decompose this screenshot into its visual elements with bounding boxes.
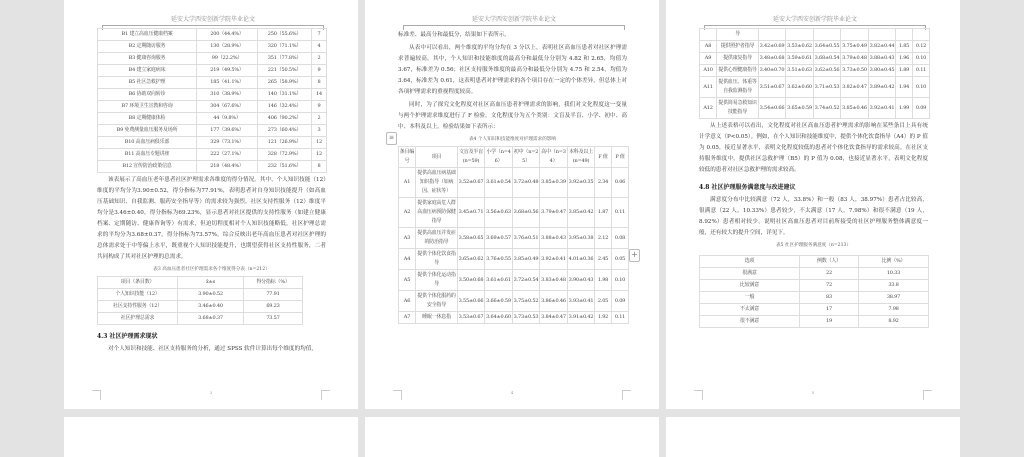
table-cell: 0.06 [612,168,629,198]
column-header: P 值 [612,147,629,168]
table-cell: 3.79±0.47 [540,198,568,228]
table-row [98,125,327,137]
table-cell: 3.75±0.49 [841,41,869,53]
table-cell: 3.68±0.54 [814,53,841,65]
table-cell: 很满意 [700,268,800,280]
table-cell: 73.57 [244,313,303,325]
table-cell: 0.12 [913,41,930,53]
column-header: 小学（n=46） [485,147,513,168]
table-row [700,65,930,77]
table-cell: B7 环境卫生宣教和咨询 [98,101,197,113]
table-cell: 0.10 [913,77,930,98]
table-cell: B2 定期随访服务 [98,41,197,53]
add-row-plus-icon[interactable]: + [629,249,640,262]
table-row [700,77,930,98]
table-row [700,316,929,328]
document-page-5 [666,0,960,409]
table-row [700,280,929,292]
table-cell: 3.64±0.55 [814,41,841,53]
table-cell: 329（73.1%） [197,137,258,149]
table-cell: 3.84±0.47 [540,312,568,324]
section-heading: 4.8 社区护理服务满意度与改进建议 [699,184,796,191]
table-cell: 99（22.2%） [197,53,258,65]
table-row [98,113,327,125]
table-cell: 提供康复指导 [717,53,759,65]
page-content [699,28,928,328]
table-cell: 个人知识技能（12） [98,289,178,301]
table-cell: 3.65±0.59 [786,98,814,119]
page-number: 3 [209,390,213,395]
body-paragraph: 同时，为了探究文化程度对社区高血压患者护理需求的影响，我们对文化程度这一变量与两个护理需求维度进行了 F 检验。文化程度分为五个类别：文盲及半盲、小学、初中、高中、本科及以上。检验结果如下表所示： [398,102,627,130]
table-cell: A8 [700,41,717,53]
table-cell: 0.10 [612,270,629,291]
table-row [700,41,930,53]
dimension-score-table [97,276,303,325]
table-cell: 3.80±0.45 [869,65,896,77]
table-cell: 22 [800,268,859,280]
table-cell: 3.51±0.63 [786,65,814,77]
table-cell: 7 [312,29,327,41]
table-cell: A5 [399,270,416,291]
need-items-table [97,28,327,173]
table-row [399,270,629,291]
table-cell: 导 [717,29,759,41]
table-cell: 1.99 [896,98,913,119]
table-cell: 3.56±0.63 [485,198,513,228]
table-cell: 提供个体化运动指导 [416,270,458,291]
table-cell: 351（77.8%） [258,53,312,65]
table-cell: 3.68±0.56 [513,198,540,228]
table-cell: 3.76±0.55 [485,249,513,270]
table-cell: 提供简易急救知识技能指导 [717,98,759,119]
table-cell: 提供个体化饮食指导 [416,249,458,270]
table-cell: 328（72.9%） [258,149,312,161]
table-cell: 4 [312,41,327,53]
table-cell: 221（50.5%） [258,65,312,77]
column-header: 比例（%） [859,256,929,268]
table-cell: 提供个体化服药的安全指导 [416,291,458,312]
table-cell: 310（38.9%） [197,89,258,101]
satisfaction-table [699,255,929,328]
table-row [98,89,327,101]
table-cell: 3.48±0.68 [759,53,786,65]
table-cell: 比较满意 [700,280,800,292]
table-row [700,98,930,119]
table-cell: 3.73±0.53 [513,312,540,324]
table-cell: 3.75±0.52 [513,291,540,312]
table-cell: 很不满意 [700,316,800,328]
table-cell: 3.85±0.39 [540,168,568,198]
table-cell: 3.61±0.54 [485,168,513,198]
page-content [97,28,326,355]
table-cell: 320（71.1%） [258,41,312,53]
table-cell: 3.90±0.52 [178,289,244,301]
table-cell: 3.83±0.48 [540,270,568,291]
table-cell: 8 [312,161,327,173]
table-cell: 3.88±0.43 [869,53,896,65]
table-cell: 3.79±0.48 [841,53,869,65]
table-cell: 3.45±0.71 [458,198,485,228]
table-cell: 3.76±0.51 [513,228,540,249]
table-row [399,168,629,198]
table-row [98,29,327,41]
table-row [98,149,327,161]
column-header: 选项 [700,256,800,268]
table-caption: 表3 高血压患者社区护理需求各个维度得分表（n=212） [153,267,270,272]
table-cell: 提供血压、体重等自我监测指导 [717,77,759,98]
table-cell: 12 [312,149,327,161]
table-row [98,65,327,77]
table-cell: 3.91±0.42 [568,312,595,324]
table-cell: 9 [312,65,327,77]
table-row [399,198,629,228]
table-cell: B5 社区急救护理 [98,77,197,89]
table-cell: A4 [399,249,416,270]
table-cell [841,29,869,41]
table-cell: 1.94 [896,77,913,98]
table-cell: A1 [399,168,416,198]
table-row [98,137,327,149]
table-cell: 3.64±0.60 [485,312,513,324]
table-caption: 表4 个人知识和技能维度对护理需求的影响 [468,137,557,142]
table-cell: 3.72±0.54 [513,270,540,291]
table-cell: 1.92 [595,312,612,324]
table-cell: A3 [399,228,416,249]
table-row [98,301,303,313]
table-cell: 1.85 [896,41,913,53]
column-header: x̄±s [178,277,244,289]
column-header: 得分指标（%） [244,277,303,289]
table-cell: 3.92±0.35 [568,168,595,198]
table-cell [913,29,930,41]
table-cell: 3.86±0.46 [540,291,568,312]
table-cell: 3.73±0.50 [841,65,869,77]
body-paragraph: 从表中可以看出，两个维度的平均分均在 3 分以上，表明社区高血压患者对社区护理需求普遍较高。其中，个人知识和技能维度的最高分和最低分分别为 4.82 和 2.65，均值为 3.67，标准差为 0.56；社区支持服务维度的最高分和最低分分别为 4.75 和 2.54，均值为 3.64，标准差为 0.61，这表明患者对护理需求的各个项目存在一定的个体差异，但总体上对各项护理需求的重视程度较高。 [398,45,627,95]
table-cell: 0.09 [913,98,930,119]
table-cell: 3.74±0.52 [814,98,841,119]
table-cell: 406（90.2%） [258,113,312,125]
table-row [399,228,629,249]
table-cell: 3.68±0.37 [178,313,244,325]
table-cell: 不太满意 [700,304,800,316]
table-cell: 0.11 [612,312,629,324]
table-cell: 3 [312,125,327,137]
table-cell: 0.09 [612,291,629,312]
table-cell: 社区护理总需求 [98,313,178,325]
table-cell: 1.87 [595,198,612,228]
table-cell: 0.05 [612,249,629,270]
table-cell: 一般 [700,292,800,304]
table-cell: B10 高血压病俱乐部 [98,137,197,149]
table-cell: 0.08 [612,228,629,249]
table-cell: 8 [312,77,327,89]
column-header: 项目（条目数） [98,277,178,289]
page-content [398,28,627,324]
table-caption: 表5 社区护理服务满意度（n=213） [775,243,852,248]
column-header: 项目 [416,147,458,168]
section-heading: 4.3 社区护理需求现状 [97,333,158,340]
document-page-4 [365,0,659,409]
table-cell: 3.88±0.43 [540,228,568,249]
document-page-8 [666,417,960,457]
document-page-3 [64,0,358,409]
table-cell: 3.85±0.49 [513,249,540,270]
table-cell: 0.10 [913,53,930,65]
column-header: 条目编号 [399,147,416,168]
table-cell: 33.8 [859,280,929,292]
table-cell: 3.58±0.65 [458,228,485,249]
column-header: F 值 [595,147,612,168]
table-cell: 提供照护者指导 [717,41,759,53]
table-header-row [399,147,629,168]
table-cell: 1.96 [896,53,913,65]
table-cell: 17 [800,304,859,316]
table-cell: 38.97 [859,292,929,304]
column-header: 高中（n=34） [540,147,568,168]
table-header-row [700,256,929,268]
table-cell: 3.85±0.42 [568,198,595,228]
table-row [700,304,929,316]
table-cell: 177（39.6%） [197,125,258,137]
table-cell: 121（26.9%） [258,137,312,149]
table-row [98,313,303,325]
table-row [700,268,929,280]
table-cell: 3.52±0.67 [458,168,485,198]
table-cell: 3.82±0.47 [841,77,869,98]
table-cell: 3.51±0.67 [759,77,786,98]
table-cell: A6 [399,291,416,312]
table-cell: 0.11 [612,198,629,228]
body-paragraph: 从上述表格可以看出，文化程度对社区高血压患者护理需求的影响在某些条目上具有统计学意义（P<0.05）。例如，在个人知识和技能维度中，提供个体化饮食指导（A4）的 P 值为 0.05，接近显著水平，表明文化程度较低的患者对个体化饮食指导的需求较高。在社区支持服务维度中，提供社区急救护理（B5）的 P 值为 0.08，也接近显著水平，表明文化程度较低的患者对社区急救护理的需求较高。 [699,123,928,173]
table-cell: 2 [312,53,327,65]
table-cell: 218（48.4%） [197,161,258,173]
table-header-row [98,277,303,289]
table-cell: A2 [399,198,416,228]
table-cell: 3.61±0.61 [485,270,513,291]
table-cell: A12 [700,98,717,119]
table-row [98,41,327,53]
table-cell: 3.54±0.66 [759,98,786,119]
table-row [98,53,327,65]
table-cell: 2 [312,113,327,125]
page-header: 延安大学西安创新学院毕业论文 [403,14,625,26]
table-cell: 3.89±0.42 [869,77,896,98]
table-cell: B9 免费测量血压服务及场所 [98,125,197,137]
table-cell: 社区支持性服务（12） [98,301,178,313]
table-cell: 3.62±0.56 [814,65,841,77]
table-cell [759,29,786,41]
table-cell: 3.66±0.59 [485,291,513,312]
table-cell: A10 [700,65,717,77]
table-cell: 222（27.1%） [197,149,258,161]
body-paragraph: 对个人知识和技能、社区支持服务的分析，通过 SPSS 软件计算出每个维度的均值， [108,346,317,352]
table-cell: 219（49.5%） [197,65,258,77]
table-cell: 19 [800,316,859,328]
table-cell: 130（28.9%） [197,41,258,53]
table-cell: 69.23 [244,301,303,313]
table-cell: 250（55.6%） [258,29,312,41]
table-cell: 2.45 [595,249,612,270]
table-cell: 3.90±0.43 [568,270,595,291]
table-cell: A9 [700,53,717,65]
table-cell: B6 协助双向转诊 [98,89,197,101]
table-cell: 185（41.1%） [197,77,258,89]
page-number: 4 [510,390,514,395]
body-paragraph: 满意度分布中比较满意（72 人，33.8%）和一般（83 人，38.97%）患者占比较高，很满意（22 人，10.33%）患者较少，不太满意（17 人，7.98%）和很不满意（19 人，8.92%）患者相对较少，说明社区高血压患者对目前所接受的社区护理服务整体满意度一般，还有较大的提升空间，详见下。 [699,197,928,236]
document-page-6 [64,417,358,457]
table-cell: 232（51.6%） [258,161,312,173]
body-paragraph: 该表展示了高血压老年患者社区护理需求各维度的得分情况。其中，个人知识技能（12）维度的平均分为3.90±0.52，得分指标为77.91%，表明患者对自身知识技能提升（如高血压基础知识、自我监测、服药安全指导等）的需求较为强烈。社区支持性服务（12）维度平均分是3.46±0.40，得分指标为69.23%，显示患者对社区提供的支持性服务（如建立健康档案、定期随访、健康咨询等）有需求，但迫切程度相对个人知识技能略低。社区护理总需求的平均分为3.68±0.37，得分指标为73.57%，综合反映出老年高血压患者对社区护理的总体需求处于中等偏上水平，既重视个人知识技能提升，也期望获得社区支持性服务，二者共同构成了其对社区护理的总需求。 [97,177,326,260]
table-cell [814,29,841,41]
table-row [399,249,629,270]
table-cell: 3.85±0.46 [841,98,869,119]
table-cell: 3.40±0.70 [759,65,786,77]
table-cell: 3.65±0.62 [458,249,485,270]
table-row [700,29,930,41]
table-cell: B1 建立高血压健康档案 [98,29,197,41]
table-cell: 提供家庭高危人群高血压病预防保健指导 [416,198,458,228]
table-cell: 72 [800,280,859,292]
table-row [399,312,629,324]
table-row [98,289,303,301]
table-cell: 3.46±0.40 [178,301,244,313]
table-row [98,101,327,113]
table-cell: 3.59±0.61 [786,53,814,65]
table-cell: 提供高血压病基础知识指导（如病因、症状等） [416,168,458,198]
table-handle-icon[interactable]: ≡ [386,132,397,145]
table-cell: 3.55±0.66 [458,291,485,312]
table-cell: 3.42±0.69 [759,41,786,53]
table-cell: 3.95±0.38 [568,228,595,249]
table-row [700,292,929,304]
table-cell: 3.92±0.41 [540,249,568,270]
table-cell: B3 健康咨询服务 [98,53,197,65]
table-cell: 3.92±0.41 [869,98,896,119]
column-header: 本科及以上(n=49) [568,147,595,168]
table-cell: 83 [800,292,859,304]
table-cell: 77.91 [244,289,303,301]
document-page-7 [365,417,659,457]
table-cell: 2.12 [595,228,612,249]
table-cell: 3.69±0.57 [485,228,513,249]
column-header: 初中（n=25） [513,147,540,168]
table-row [700,53,930,65]
table-cell: 提供心理健康指导 [717,65,759,77]
table-cell: 提供高血压并发症的防治指导 [416,228,458,249]
education-f-test-table [398,146,629,324]
column-header: 例数（人） [800,256,859,268]
table-cell: 3.53±0.62 [786,41,814,53]
table-cell: B12 宣传防治政策信息 [98,161,197,173]
table-row [98,77,327,89]
table-cell: 7.98 [859,304,929,316]
table-cell [786,29,814,41]
table-cell: 265（58.9%） [258,77,312,89]
table-cell: 睡眠一休息指 [416,312,458,324]
column-header: 文盲及半盲(n=59) [458,147,485,168]
page-number: 5 [811,390,815,395]
table-cell: B8 定期健康体检 [98,113,197,125]
table-cell: 1.98 [595,270,612,291]
table-cell: 146（32.4%） [258,101,312,113]
table-cell: A7 [399,312,416,324]
table-cell: 9 [312,101,327,113]
page-header: 延安大学西安创新学院毕业论文 [704,14,926,26]
table-cell: 4.01±0.36 [568,249,595,270]
table-cell: 273（60.4%） [258,125,312,137]
table-cell: 2.05 [595,291,612,312]
table-cell: B4 建立家庭病床 [98,65,197,77]
table-cell: 200（44.4%） [197,29,258,41]
table-cell: 1.89 [896,65,913,77]
table-cell: 10.33 [859,268,929,280]
education-f-test-table-continued [699,28,930,119]
table-cell: 304（67.6%） [197,101,258,113]
table-row [98,161,327,173]
table-cell [700,29,717,41]
table-cell: 140（31.1%） [258,89,312,101]
table-cell: B11 高血压专题讲座 [98,149,197,161]
table-cell: 8.92 [859,316,929,328]
table-row [399,291,629,312]
body-text-line: 标准差、最高分和最低分，结果如下表所示。 [398,32,510,38]
table-cell: 14 [312,89,327,101]
table-cell: 3.72±0.48 [513,168,540,198]
table-cell: A11 [700,77,717,98]
page-header: 延安大学西安创新学院毕业论文 [102,14,324,26]
table-cell: 3.93±0.41 [568,291,595,312]
table-cell [896,29,913,41]
table-cell: 12 [312,137,327,149]
table-cell: 3.62±0.60 [786,77,814,98]
table-cell: 3.71±0.53 [814,77,841,98]
table-cell: 2.34 [595,168,612,198]
table-cell: 3.82±0.44 [869,41,896,53]
table-cell [869,29,896,41]
table-cell: 44（9.8%） [197,113,258,125]
table-cell: 0.11 [913,65,930,77]
table-cell: 3.53±0.67 [458,312,485,324]
table-cell: 3.50±0.68 [458,270,485,291]
